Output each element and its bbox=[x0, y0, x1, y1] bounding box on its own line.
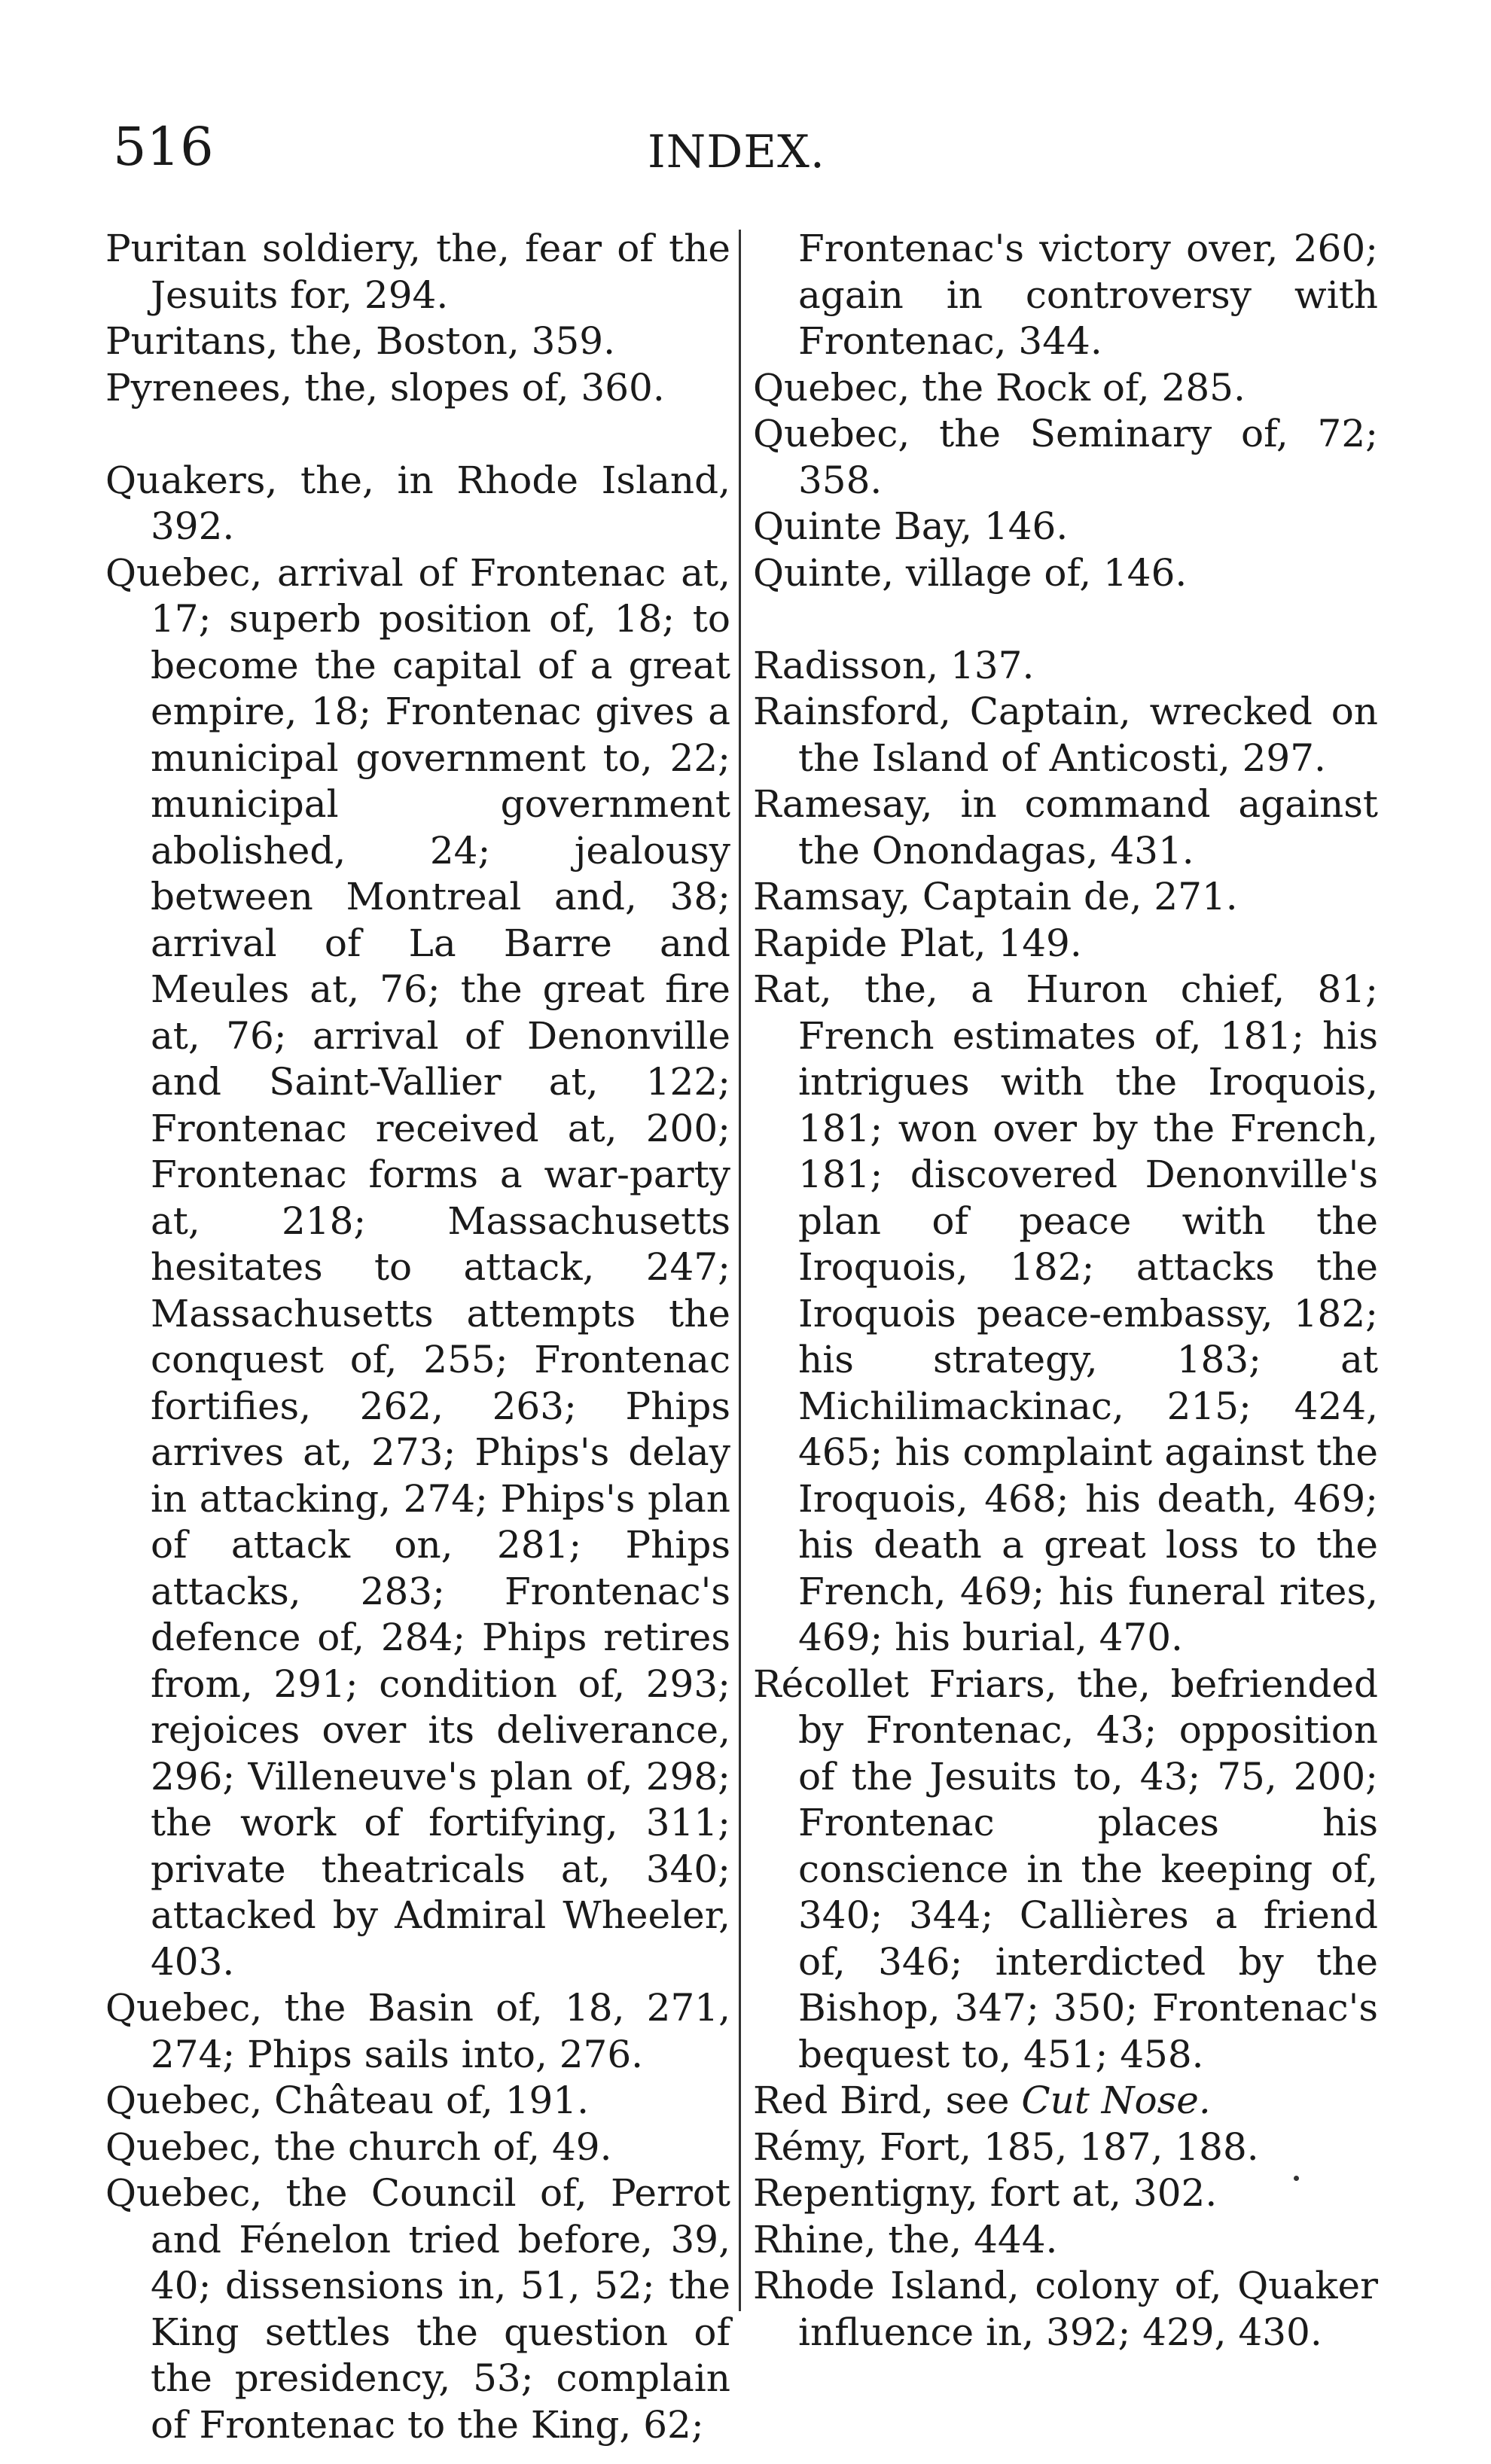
entry-heading: Quebec, bbox=[105, 550, 263, 595]
entry-text: arrival of Frontenac at, 17; superb position of, 18; to become the capital of a great empire, 18; Frontenac gives a municipal government to, 22; municipal government abolished, 24; jealousy between Montreal and, 38; arrival of La Barre and Meules at, 76; the great fire at, 76; arrival of Denonville and Saint-Vallier at, 122; Frontenac received at, 200; Frontenac forms a war-party at, 218; Massachusetts hesitates to attack, 247; Massachusetts attempts the conquest of, 255; Frontenac fortifies, 262, 263; Phips arrives at, 273; Phips's delay in attacking, 274; Phips's plan of attack on, 281; Phips attacks, 283; Frontenac's defence of, 284; Phips retires from, 291; condition of, 293; rejoices over its deliverance, 296; Villeneuve's plan of, 298; the work of fortifying, 311; private theatricals at, 340; attacked by Admiral Wheeler, 403. bbox=[151, 550, 730, 1984]
entry-text: Island, colony of, Quaker influence in, 392; 429, 430. bbox=[798, 2264, 1378, 2354]
page-title: INDEX. bbox=[648, 126, 825, 178]
entry-heading: Quebec, bbox=[105, 2171, 263, 2215]
entry-heading: Récollet bbox=[753, 1661, 910, 1706]
entry-text: the, slopes of, 360. bbox=[292, 365, 665, 410]
index-entry bbox=[753, 2263, 1378, 2356]
index-entry bbox=[105, 2170, 730, 2448]
entry-heading: Quebec, bbox=[753, 365, 910, 410]
entry-text: the church of, 49. bbox=[262, 2124, 612, 2169]
entry-text: 137. bbox=[938, 643, 1035, 687]
entry-text: soldiery, the, fear of the Jesuits for, 294. bbox=[151, 227, 730, 317]
entry-heading: Quinte bbox=[753, 504, 883, 548]
index-entry bbox=[753, 781, 1378, 874]
entry-text: fort at, 302. bbox=[977, 2171, 1218, 2215]
section-gap bbox=[105, 411, 730, 458]
entry-text: the Seminary of, 72; 358. bbox=[798, 412, 1378, 502]
index-entry bbox=[753, 411, 1378, 504]
index-column-right bbox=[753, 226, 1378, 2356]
entry-heading: Rat, bbox=[753, 967, 832, 1011]
column-divider bbox=[739, 230, 741, 2311]
entry-heading: Quebec, bbox=[105, 2124, 263, 2169]
entry-text: Plat, 149. bbox=[887, 921, 1082, 965]
index-entry bbox=[105, 365, 730, 412]
index-entry bbox=[105, 226, 730, 318]
entry-heading: Radisson, bbox=[753, 643, 939, 687]
entry-heading: Ramesay, bbox=[753, 782, 933, 826]
entry-text: Château of, 191. bbox=[262, 2079, 589, 2122]
index-entry bbox=[753, 967, 1378, 1661]
entry-text: Frontenac's victory over, 260; again in controversy with Frontenac, 344. bbox=[798, 227, 1378, 363]
entry-heading: Rhode bbox=[753, 2264, 875, 2307]
entry-text: Bird, see bbox=[828, 2079, 1022, 2122]
index-entry bbox=[753, 504, 1378, 550]
entry-text: village of, 146. bbox=[893, 550, 1188, 595]
entry-heading: Rainsford, bbox=[753, 690, 951, 733]
entry-text: the Basin of, 18, 271, 274; Phips sails into, 276. bbox=[151, 1986, 730, 2076]
index-entry bbox=[753, 226, 1378, 365]
index-entry bbox=[105, 318, 730, 365]
entry-text: Captain, wrecked on the Island of Anticosti, 297. bbox=[798, 690, 1378, 780]
index-entry bbox=[105, 458, 730, 550]
entry-heading: Rapide bbox=[753, 921, 888, 965]
entry-heading: Pyrenees, bbox=[105, 365, 293, 410]
entry-heading: Red bbox=[753, 2079, 828, 2122]
ink-speck bbox=[1294, 2176, 1299, 2181]
entry-heading: Quinte, bbox=[753, 550, 894, 595]
index-entry bbox=[753, 643, 1378, 690]
index-entry bbox=[753, 2217, 1378, 2264]
entry-text: Bay, 146. bbox=[882, 504, 1069, 548]
entry-text: in command against the Onondagas, 431. bbox=[798, 782, 1378, 873]
entry-heading: Quebec, bbox=[105, 1986, 263, 2030]
section-gap bbox=[753, 596, 1378, 643]
entry-heading: Quakers, bbox=[105, 458, 278, 502]
index-entry bbox=[753, 550, 1378, 597]
entry-text: the Rock of, 285. bbox=[910, 365, 1246, 410]
entry-text: the, Boston, 359. bbox=[278, 319, 615, 363]
page-number: 516 bbox=[113, 116, 214, 178]
entry-heading: Ramsay, bbox=[753, 875, 910, 918]
index-entry bbox=[753, 2078, 1378, 2124]
entry-heading: Rémy, bbox=[753, 2124, 868, 2169]
entry-text: the, in Rhode Island, 392. bbox=[151, 458, 730, 548]
entry-text: the, 444. bbox=[876, 2217, 1058, 2261]
entry-text: the, a Huron chief, 81; French estimates of, 181; his intrigues with the Iroquois, 181; won over by the French, 181; discovered Denonville's plan of peace with the Iroquois, 182; attacks the Iroquois peace-embassy, 182; his strategy, 183; at Michilimackinac, 215; 424, 465; his complaint against the Iroquois, 468; his death, 469; his death a great loss to the French, 469; his funeral rites, 469; his burial, 470. bbox=[798, 967, 1378, 1659]
index-entry bbox=[753, 874, 1378, 921]
entry-text: Captain de, 271. bbox=[910, 875, 1238, 918]
index-entry bbox=[105, 2078, 730, 2124]
index-entry bbox=[105, 2124, 730, 2171]
index-entry bbox=[753, 689, 1378, 781]
entry-heading: Quebec, bbox=[753, 412, 910, 455]
index-entry bbox=[753, 365, 1378, 412]
entry-heading: Quebec, bbox=[105, 2079, 263, 2122]
index-entry bbox=[753, 2170, 1378, 2217]
entry-text: Fort, 185, 187, 188. bbox=[867, 2124, 1259, 2169]
entry-text: the Council of, Perrot and Fénelon tried before, 39, 40; dissensions in, 51, 52; the King settles the question of the presidency, 53; complain of Frontenac to the King, 62; bbox=[151, 2171, 730, 2447]
entry-text: Friars, the, befriended by Frontenac, 43; opposition of the Jesuits to, 43; 75, 200; Frontenac places his conscience in the keeping of, 340; 344; Callières a friend of, 346; interdicted by the Bishop, 347; 350; Frontenac's bequest to, 451; 458. bbox=[798, 1661, 1378, 2076]
index-entry bbox=[105, 550, 730, 1986]
index-entry bbox=[753, 1661, 1378, 2079]
index-entry bbox=[753, 921, 1378, 967]
entry-cross-reference: Cut Nose. bbox=[1021, 2079, 1211, 2122]
entry-heading: Puritan bbox=[105, 227, 247, 270]
index-column-left bbox=[105, 226, 730, 2448]
entry-heading: Rhine, bbox=[753, 2217, 877, 2261]
index-entry bbox=[105, 1985, 730, 2078]
index-entry bbox=[753, 2124, 1378, 2171]
entry-heading: Puritans, bbox=[105, 319, 279, 363]
entry-heading: Repentigny, bbox=[753, 2171, 978, 2215]
